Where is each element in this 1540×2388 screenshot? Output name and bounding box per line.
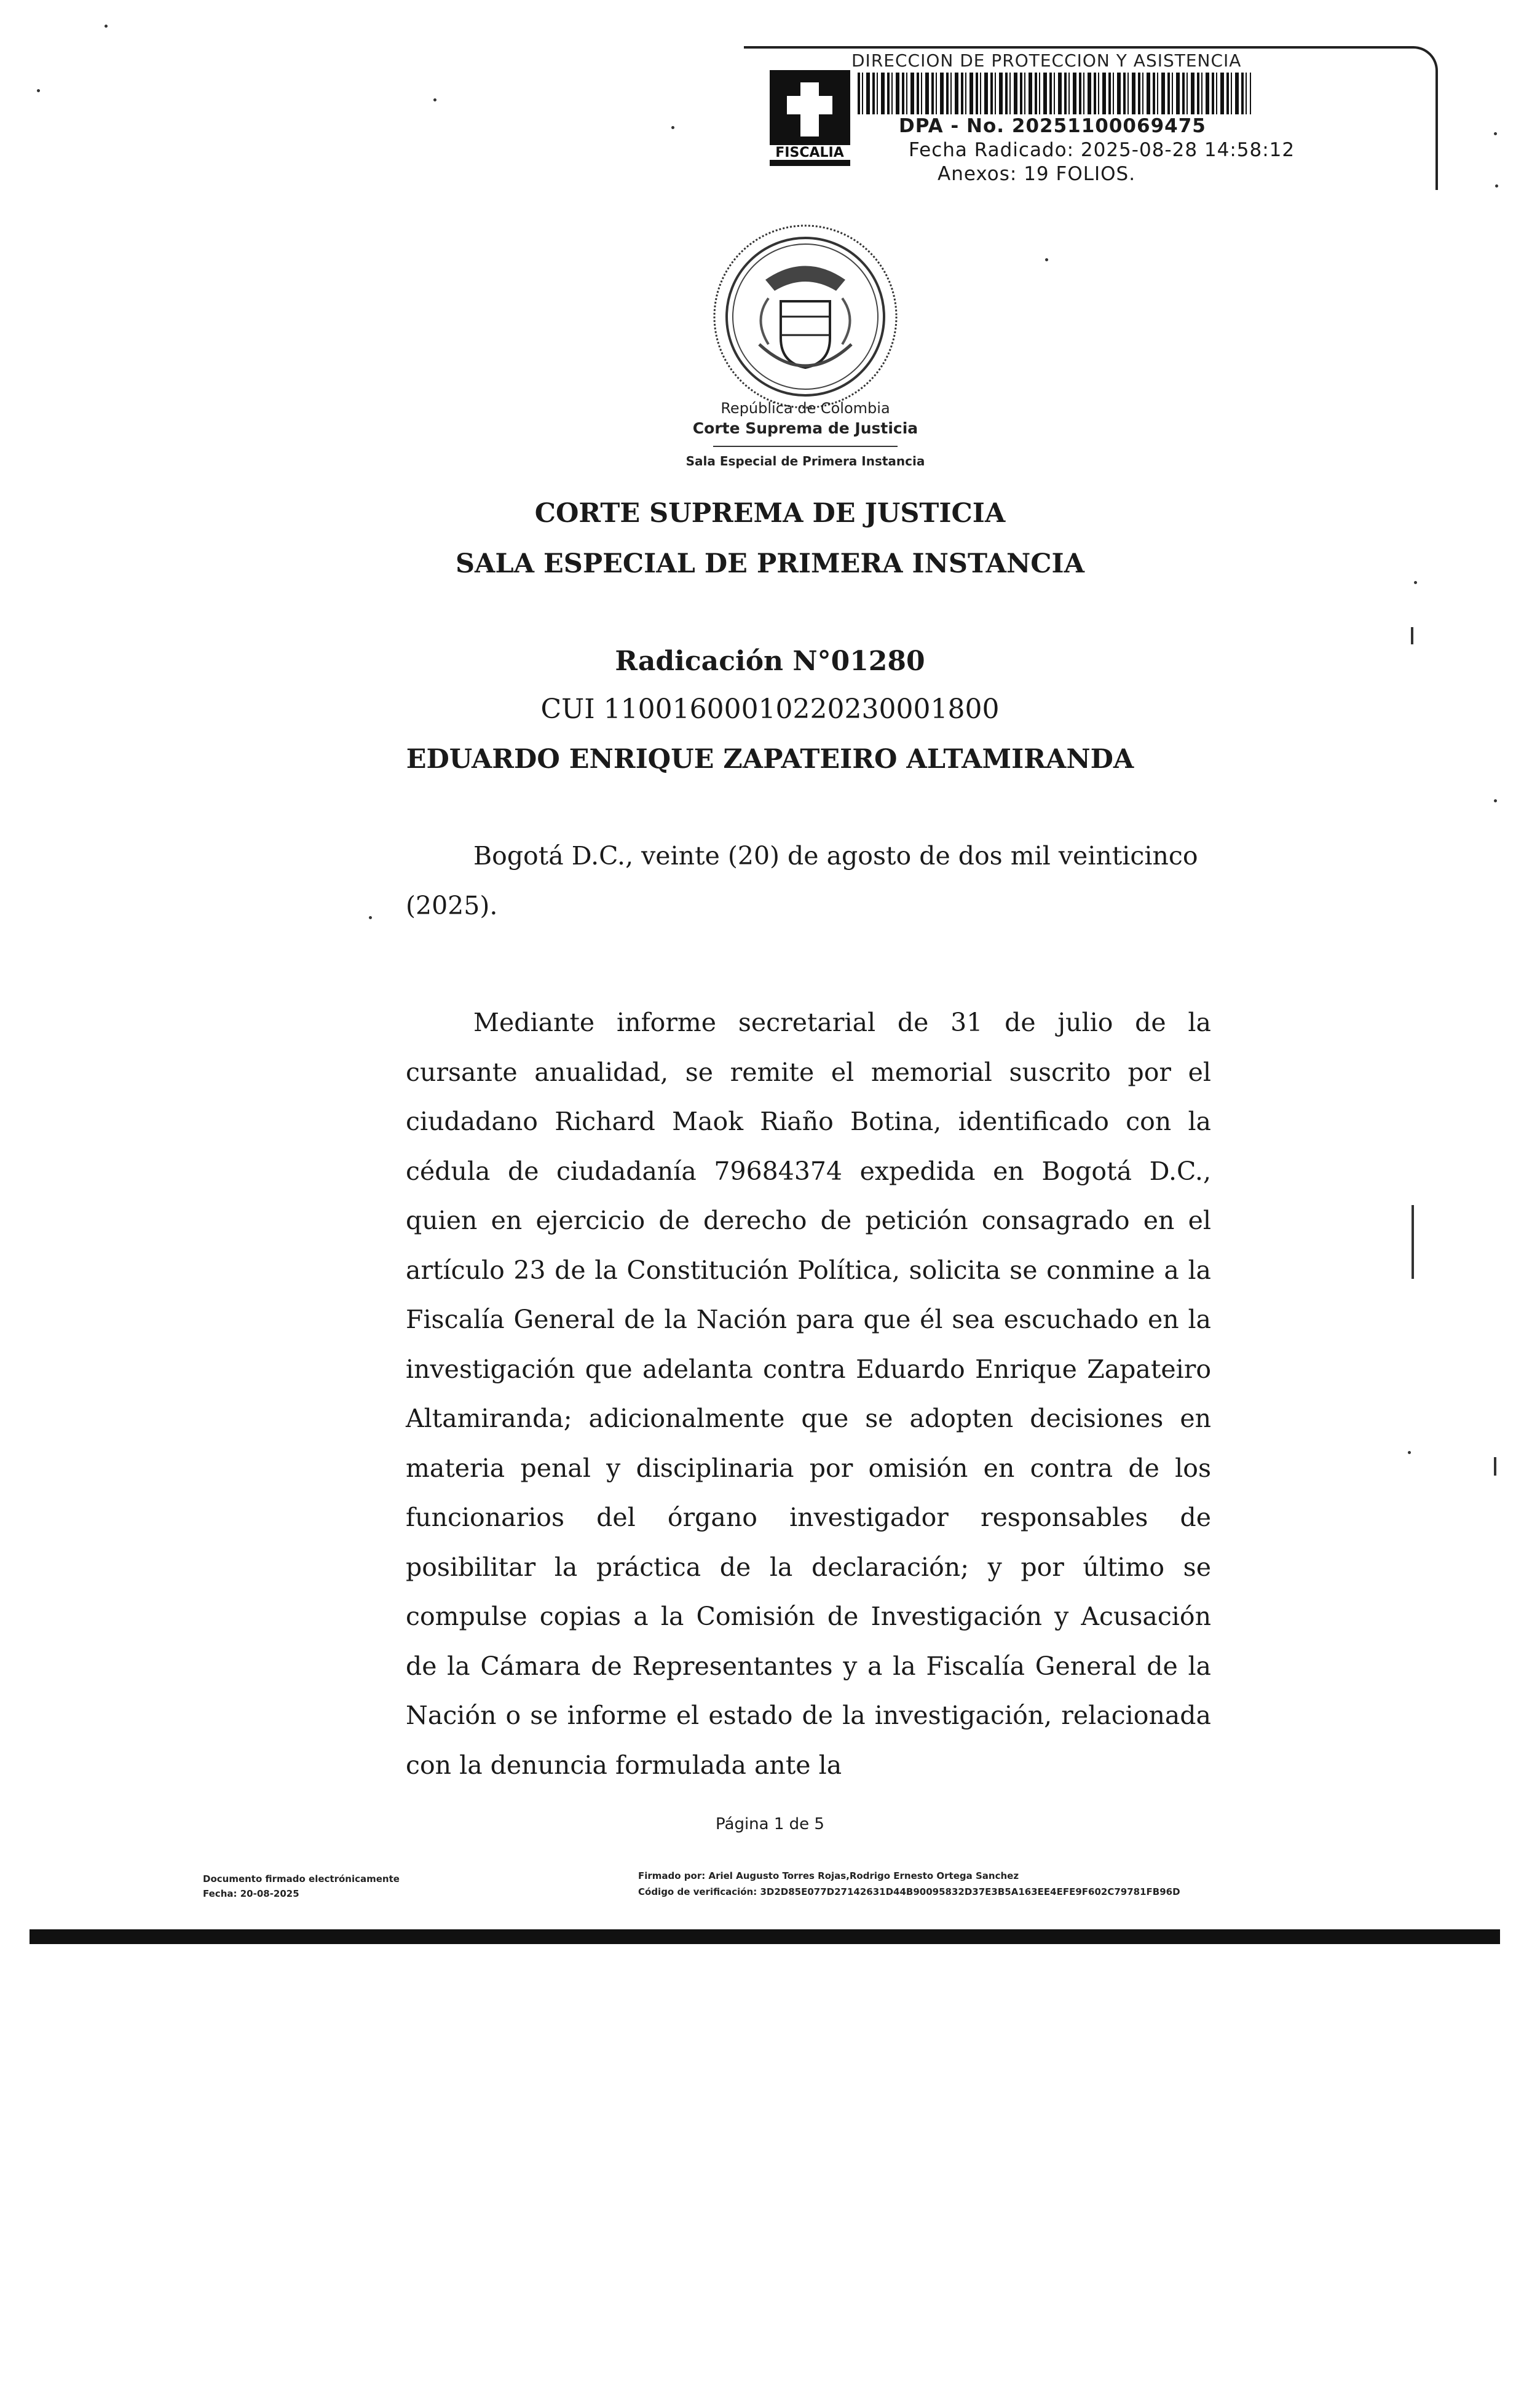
fiscalia-logo-icon <box>768 69 851 167</box>
barcode-icon <box>858 73 1251 114</box>
date-paragraph: Bogotá D.C., veinte (20) de agosto de dos mil veinticinco (2025). <box>406 841 1198 920</box>
page-number: Página 1 de 5 <box>716 1815 824 1833</box>
court-title: CORTE SUPREMA DE JUSTICIA <box>534 498 1006 529</box>
radicacion-number: Radicación N°01280 <box>615 646 925 677</box>
footer-signed-electronically: Documento firmado electrónicamente <box>203 1873 400 1884</box>
stamp-date: 2025-08-28 14:58:12 <box>1080 139 1295 161</box>
seal-divider <box>713 446 898 447</box>
seal-sala: Sala Especial de Primera Instancia <box>685 454 925 469</box>
footer-signed-by: Firmado por: Ariel Augusto Torres Rojas,Rodrigo Ernesto Ortega Sanchez <box>638 1870 1019 1881</box>
bottom-rule <box>30 1929 1500 1944</box>
document-body <box>406 831 1211 1790</box>
stamp-department: DIRECCION DE PROTECCION Y ASISTENCIA <box>851 50 1242 71</box>
defendant-name: EDUARDO ENRIQUE ZAPATEIRO ALTAMIRANDA <box>406 744 1134 775</box>
chamber-title: SALA ESPECIAL DE PRIMERA INSTANCIA <box>456 548 1084 579</box>
stamp-date-label: Fecha Radicado: <box>909 139 1075 161</box>
seal-corte: Corte Suprema de Justicia <box>692 419 918 437</box>
stamp-annex-row <box>938 163 1135 185</box>
cui-number: CUI 11001600010220230001800 <box>540 694 1000 725</box>
footer-verification-code: Código de verificación: 3D2D85E077D27142631D44B90095832D37E3B5A163EE4EFE9F602C79781FB96D <box>638 1886 1180 1897</box>
stamp-number-label: DPA - No. <box>899 115 1005 137</box>
stamp-date-row <box>909 139 1295 161</box>
stamp-number: 20251100069475 <box>1011 115 1206 137</box>
court-seal-icon <box>707 221 904 412</box>
stamp-number-row <box>899 115 1206 137</box>
fiscalia-logo-text: FISCALIA <box>775 145 844 160</box>
stamp-annex-label: Anexos: <box>938 163 1017 185</box>
stamp-annex: 19 FOLIOS. <box>1024 163 1136 185</box>
footer-date: Fecha: 20-08-2025 <box>203 1888 299 1899</box>
seal-republica: República de Colombia <box>721 400 890 417</box>
main-paragraph: Mediante informe secretarial de 31 de julio de la cursante anualidad, se remite el memorial suscrito por el ciudadano Richard Maok Riaño Botina, identificado con la cédula de ciudadanía 79684374 expedida en Bogotá D.C., quien en ejercicio de derecho de petición consagrado en el artículo 23 de la Constitución Política, solicita se conmine a la Fiscalía General de la Nación para que él sea escuchado en la investigación que adelanta contra Eduardo Enrique Zapateiro Altamiranda; adicionalmente que se adopten decisiones en materia penal y disciplinaria por omisión en contra de los funcionarios del órgano investigador responsables de posibilitar la práctica de la declaración; y por último se compulse copias a la Comisión de Investigación y Acusación de la Cámara de Representantes y a la Fiscalía General de la Nación o se informe el estado de la investigación, relacionada con la denuncia formulada ante la <box>406 1008 1211 1780</box>
